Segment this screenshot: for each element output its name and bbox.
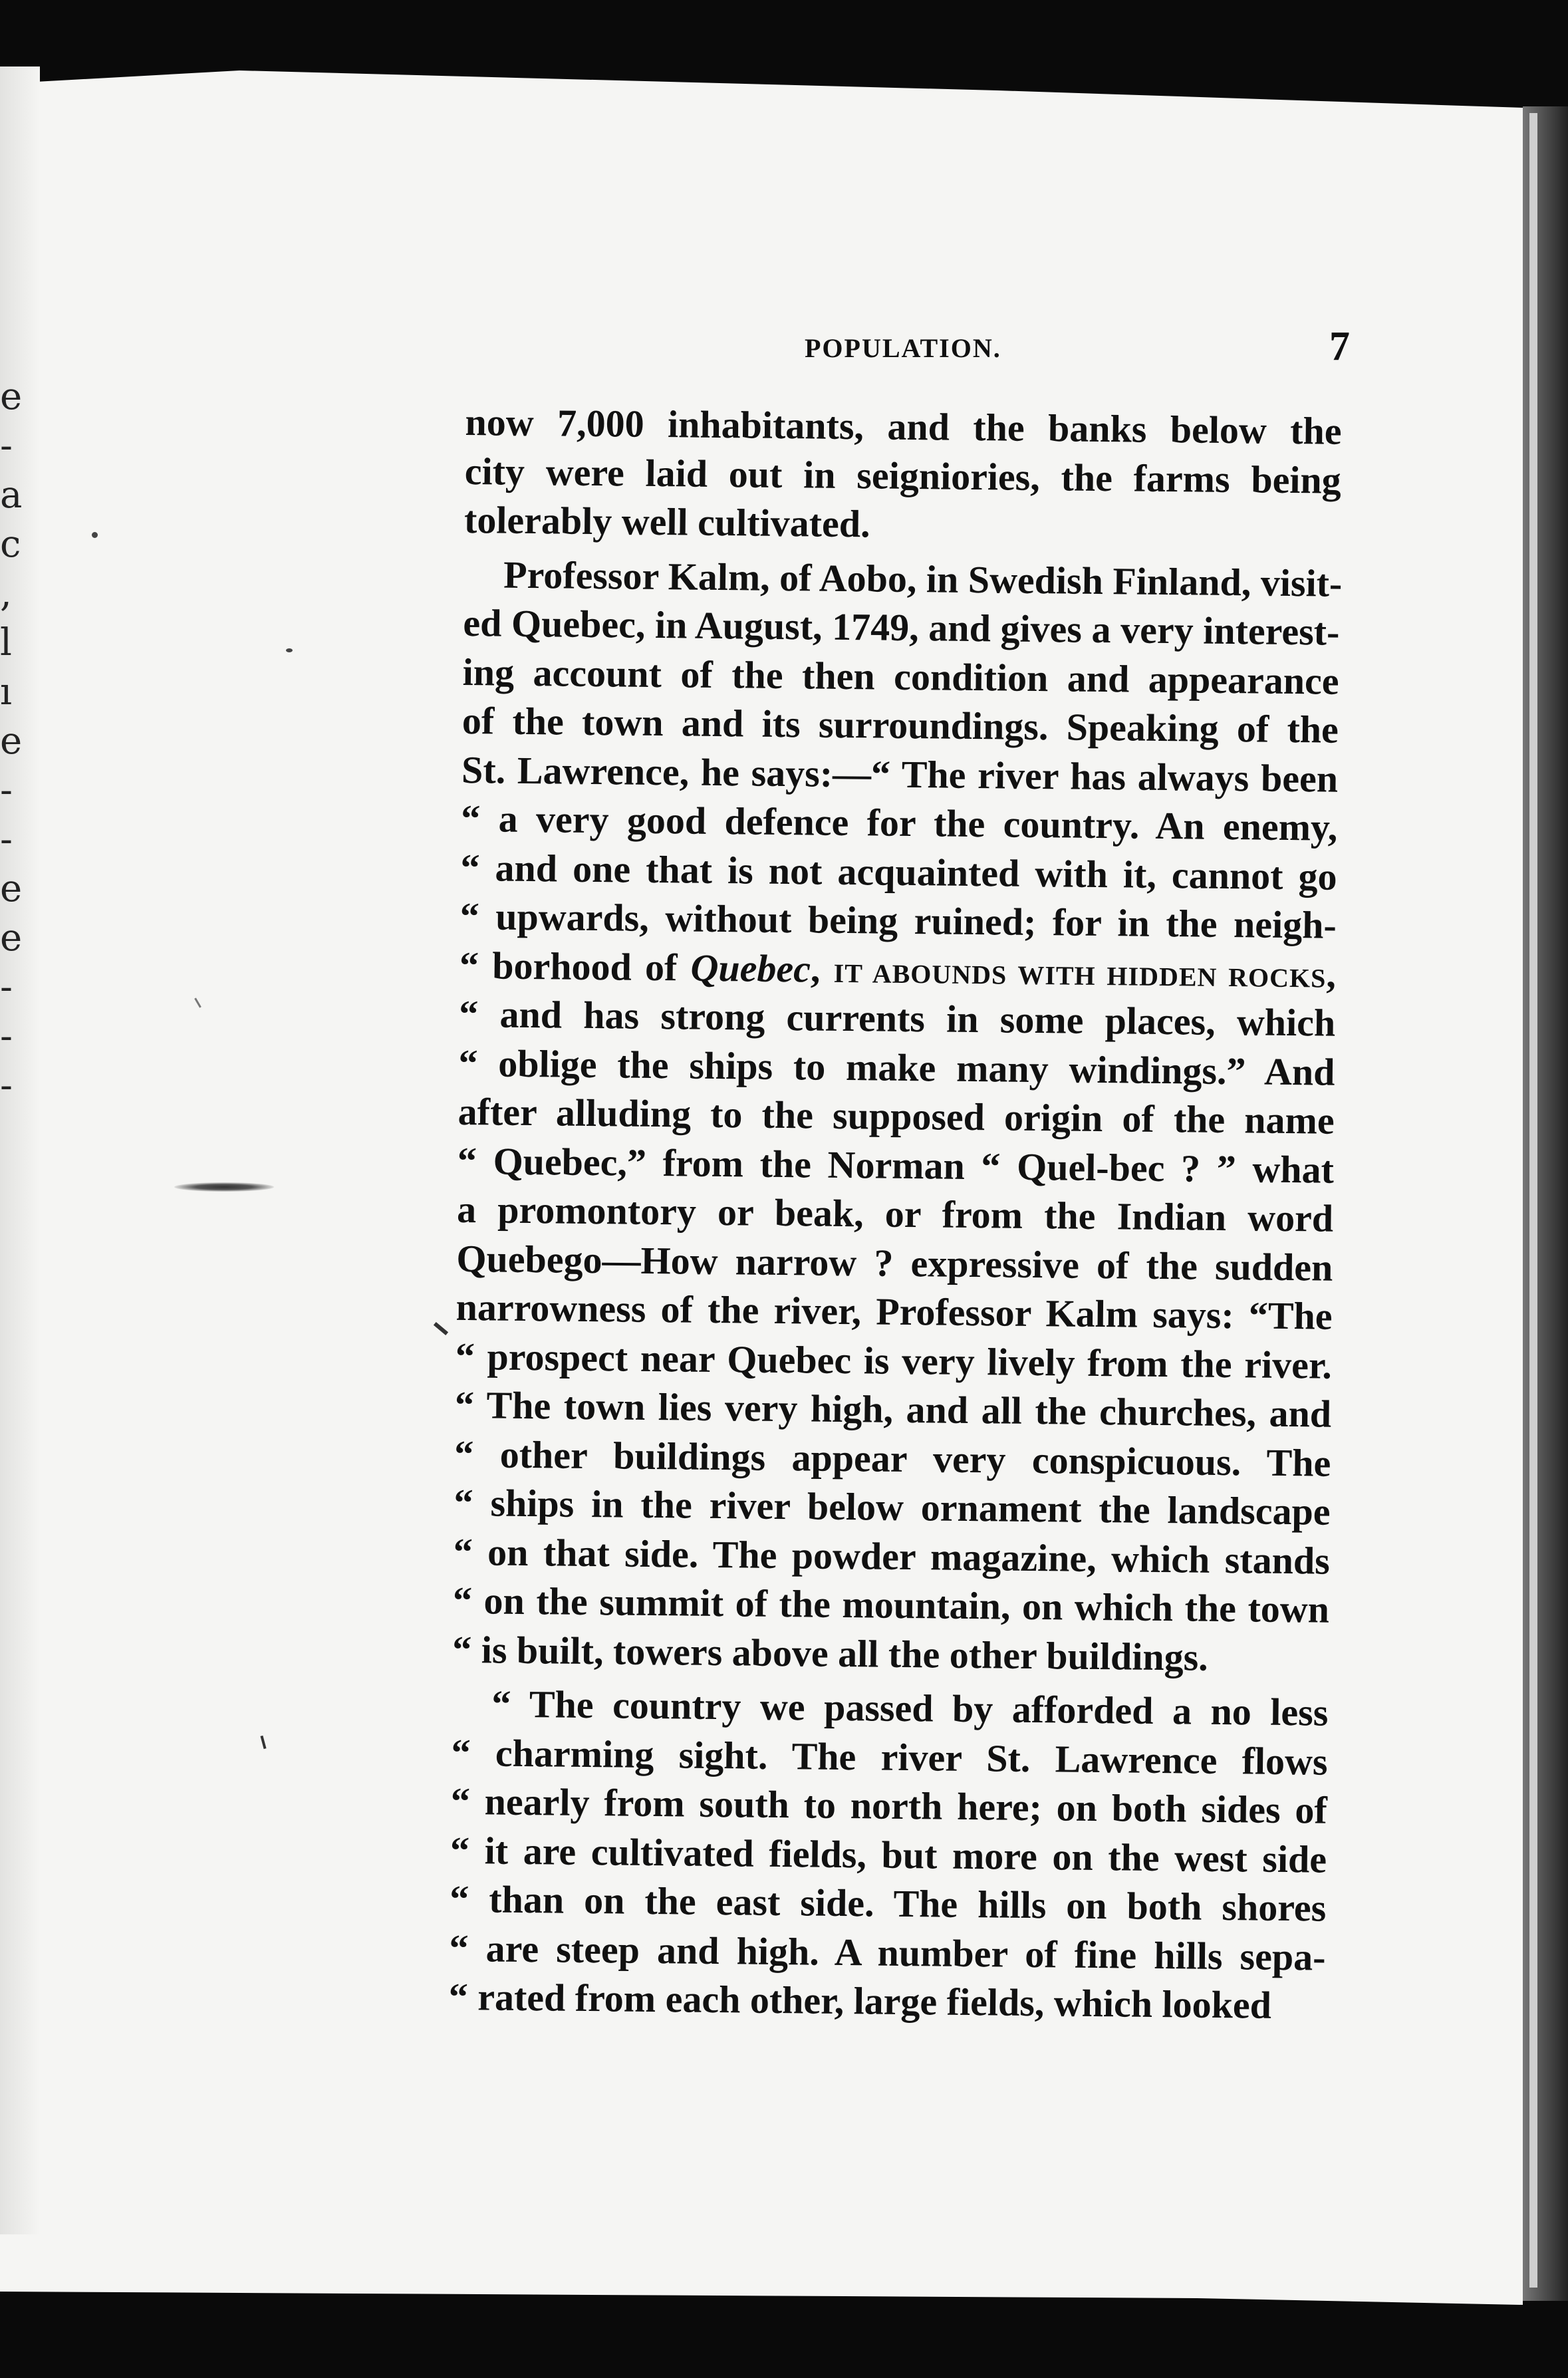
ink-speck [286,648,293,652]
text-line: “ borhood of Quebec, IT ABOUNDS WITH HIDDEN ROCKS, [459,943,1337,996]
text-line: St. Lawrence, he says:—“ The river has always been [461,747,1339,801]
margin-fragment: , [0,572,12,615]
text-line: “ rated from each other, large fields, which looked [448,1974,1272,2027]
ink-speck [92,532,98,538]
margin-fragment: e [0,720,23,763]
running-header [465,326,1350,379]
margin-fragment: - [0,769,13,812]
margin-fragment: - [0,424,13,467]
text-line: narrowness of the river, Professor Kalm says: “The [456,1285,1333,1338]
margin-fragment: e [0,375,23,418]
text-line: ing account of the then condition and appearance [462,650,1339,703]
text-line: “ and has strong currents in some places, which [458,991,1336,1045]
text-line: “ upwards, without being ruined; for in the neigh- [459,894,1337,947]
text-line: “ oblige the ships to make many windings.” And [458,1041,1335,1094]
text-line: “ on that side. The powder magazine, which stands [453,1529,1331,1583]
margin-fragment: c [0,523,21,566]
text-line: a promontory or beak, or from the Indian word [456,1187,1334,1240]
body-text [448,398,1341,2030]
text-line: “ it are cultivated fields, but more on the west side [450,1828,1327,1881]
margin-fragment: e [0,916,23,960]
margin-fragment: - [0,818,13,861]
book-edge-highlight [1529,113,1537,2288]
margin-fragment: l [0,621,12,664]
margin-fragment: a [0,473,23,517]
margin-fragment: - [0,1064,13,1107]
text-line: Professor Kalm, of Aobo, in Swedish Finland, visit- [503,553,1343,605]
text-line: “ on the summit of the mountain, on which the town [452,1578,1330,1631]
text-line: “ prospect near Quebec is very lively from the river. [455,1334,1333,1387]
margin-fragment: - [0,1015,13,1058]
facing-page-fragments [0,372,23,1111]
text-line: “ The town lies very high, and all the churches, and [454,1383,1332,1436]
text-line: now 7,000 inhabitants, and the banks below the [465,400,1342,453]
text-line: “ charming sight. The river St. Lawrence flows [451,1730,1328,1784]
text-line: “ and one that is not acquainted with it, cannot go [460,845,1337,898]
text-line: “ Quebec,” from the Norman “ Quel-bec ? ” what [457,1138,1335,1192]
text-line: “ than on the east side. The hills on both shores [450,1877,1327,1930]
ink-smudge [174,1182,274,1192]
margin-fragment: ı [0,670,12,714]
running-head-title: POPULATION. [805,333,1001,363]
text-line: “ The country we passed by afforded a no less [491,1682,1329,1734]
text-line: “ other buildings appear very conspicuous. The [454,1432,1331,1485]
text-line: “ is built, towers above all the other buildings. [452,1627,1209,1679]
small-caps-phrase: IT ABOUNDS WITH HIDDEN ROCKS [833,958,1327,993]
text-line: “ ships in the river below ornament the landscape [454,1480,1331,1533]
text-line: of the town and its surroundings. Speaking of the [461,698,1339,751]
text-line: “ nearly from south to north here; on both sides of [450,1779,1328,1832]
text-line: ed Quebec, in August, 1749, and gives a very interest- [463,600,1340,654]
text-line: tolerably well cultivated. [463,497,870,546]
text-line: city were laid out in seigniories, the farms being [464,449,1342,502]
text-line: Quebego—How narrow ? expressive of the sudden [456,1236,1333,1289]
italic-word: Quebec [690,946,811,990]
text-line: “ a very good defence for the country. An enemy, [461,796,1338,849]
margin-fragment: - [0,966,13,1009]
text-line: after alluding to the supposed origin of the name [457,1089,1335,1142]
page-number: 7 [1329,324,1350,369]
margin-fragment: e [0,867,23,910]
text-line: “ are steep and high. A number of fine hills sepa- [449,1926,1326,1979]
